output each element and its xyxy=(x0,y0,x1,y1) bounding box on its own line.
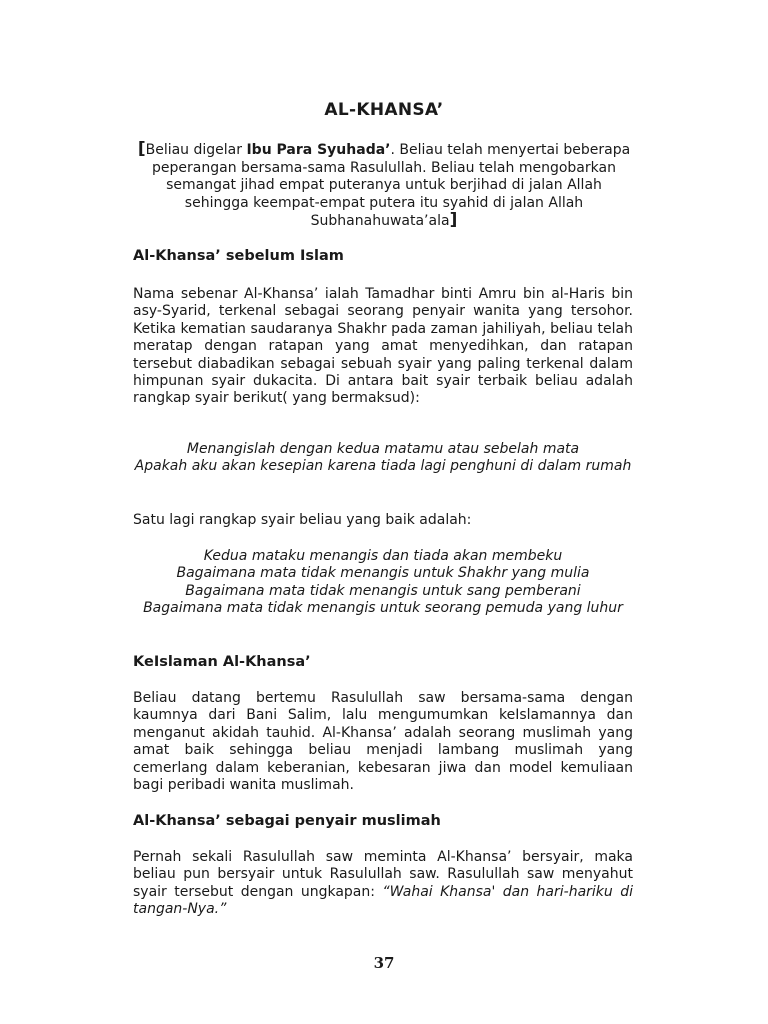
section-heading-before-islam: Al-Khansa’ sebelum Islam xyxy=(133,248,344,264)
verse-line: Bagaimana mata tidak menangis untuk seorang pemuda yang luhur xyxy=(143,600,623,617)
paragraph-text: Pernah sekali Rasulullah saw meminta Al-Khansa’ bersyair, maka beliau pun bersyair untuk Rasulullah saw. Rasulullah saw menyahut syair tersebut dengan ungkapan: xyxy=(133,849,633,900)
intro-close-bracket: ] xyxy=(449,210,458,231)
section-paragraph-before-islam: Nama sebenar Al-Khansa’ ialah Tamadhar binti Amru bin al-Haris bin asy-Syarid, terkenal sebagai seorang penyair wanita yang tersohor. Ketika kematian saudaranya Shakhr pada zaman jahiliyah, beliau telah meratap dengan ratapan yang amat menyedihkan, dan ratapan tersebut diabadikan sebagai sebuah syair yang paling terkenal dalam himpunan syair dukacita. Di antara bait syair terbaik beliau adalah rangkap syair berikut( yang bermaksud): xyxy=(133,286,633,407)
verse-line: Apakah aku akan kesepian karena tiada lagi penghuni di dalam rumah xyxy=(134,458,632,475)
section-heading-keislaman: KeIslaman Al-Khansa’ xyxy=(133,654,311,670)
verse-line: Bagaimana mata tidak menangis untuk sang pemberani xyxy=(185,582,581,599)
section-paragraph-penyair xyxy=(133,849,633,919)
intro-open-bracket: [ xyxy=(137,139,146,159)
section-paragraph-keislaman: Beliau datang bertemu Rasulullah saw bersama-sama dengan kaumnya dari Bani Salim, lalu mengumumkan keIslamannya dan menganut akidah tauhid. Al-Khansa’ adalah seorang muslimah yang amat baik sehingga beliau menjadi lambang muslimah yang cemerlang dalam keberanian, kebesaran jiwa dan model kemuliaan bagi peribadi wanita muslimah. xyxy=(133,690,633,794)
quote-text: “Wahai Khansa' dan hari-hariku di tangan-Nya.” xyxy=(133,883,633,918)
bridge-text: Satu lagi rangkap syair beliau yang baik adalah: xyxy=(133,512,472,528)
section-heading-penyair: Al-Khansa’ sebagai penyair muslimah xyxy=(133,813,441,829)
verse-block-1 xyxy=(133,441,633,476)
page-title: AL-KHANSA’ xyxy=(324,100,444,120)
verse-line: Bagaimana mata tidak menangis untuk Shakhr yang mulia xyxy=(176,565,590,582)
page-number: 37 xyxy=(373,954,395,972)
verse-block-2 xyxy=(133,548,633,618)
intro-note xyxy=(134,141,634,231)
verse-line: Menangislah dengan kedua matamu atau sebelah mata xyxy=(186,441,580,457)
intro-prefix: Beliau digelar xyxy=(145,142,247,158)
intro-bold-title: Ibu Para Syuhada’ xyxy=(246,142,391,158)
intro-text: . Beliau telah menyertai beberapa peperangan bersama-sama Rasulullah. Beliau telah mengobarkan semangat jihad empat puteranya untuk berjihad di jalan Allah sehingga keempat-empat putera itu syahid di jalan Allah Subhanahuwata’ala xyxy=(152,142,631,230)
verse-line: Kedua mataku menangis dan tiada akan membeku xyxy=(203,548,563,564)
